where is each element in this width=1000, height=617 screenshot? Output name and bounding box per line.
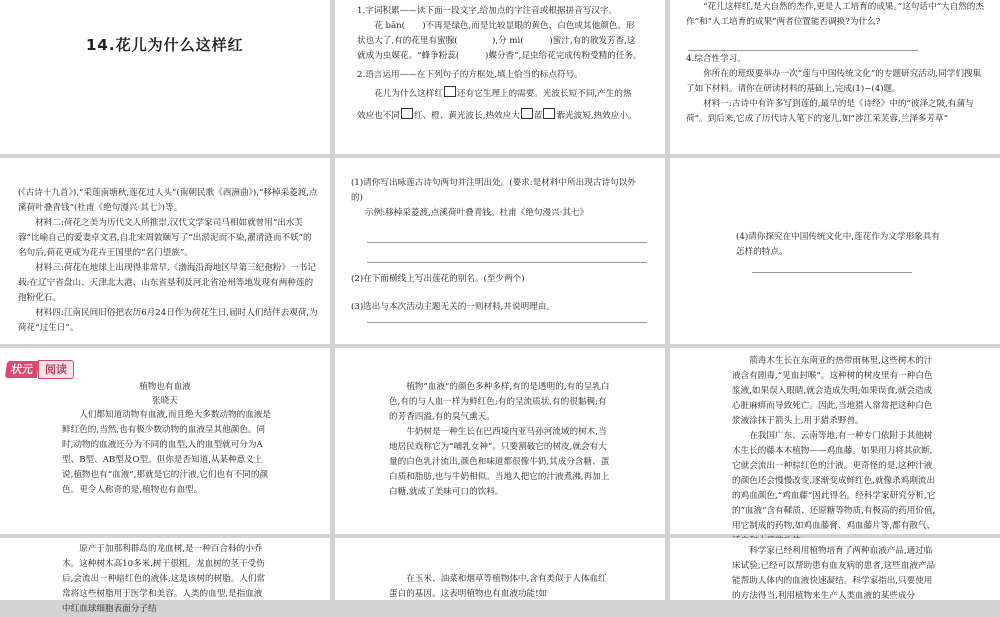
answer-line [752, 272, 912, 273]
reading-badge [6, 360, 74, 379]
punctuation-box[interactable] [401, 108, 413, 119]
question-1: 1.字词积累——读下面一段文字,给加点的字注音或根据拼音写汉字。 [357, 6, 618, 16]
article-paragraph: 在我国广东、云南等地,有一种专门依附于其他树木生长的藤本木植物——鸡血藤。如果用刀将其砍断,它就会流出一种棕红色的汁液。更奇怪的是,这种汁液的颜色还会慢慢改变,逐渐变成鲜红色,就像杀鸡刚流出的鸡血颜色,“鸡血藤”因此得名。经科学家研究分析,它的“血液”含有鞣质、还原糖等物质,有极高的药用价值,用它制成的药物,如鸡血藤膏、鸡血藤片等,都有散气、 [732, 431, 936, 531]
article-author: 张晓天 [152, 396, 178, 406]
slide-reading-2 [335, 348, 665, 534]
question-1-passage: 花 bān( )不再是绿色,而是比较显眼的黄色、白色或其他颜色。形状也大了,有的花里有蜜腺( ),分 mì( )蜜汁,有的散发芳香,这就成为虫媒花。“蜂争粉蕊( )蝶分香”,昆虫给花完成传粉受精的任务。 [357, 21, 642, 61]
sentence-part: 还有它生理上的需要。光波长短不同,产生的热 [456, 89, 632, 99]
sentence-part: 花儿为什么这样红 [374, 89, 443, 99]
subquestion-4: (4)请你探究在中国传统文化中,莲花作为文学形象具有怎样的特点。 [736, 232, 940, 257]
article-paragraph: 在玉米、油菜和烟草等植物体中,含有类似于人体血红蛋白的基因。这表明植物也有血液功能!如 [389, 574, 607, 599]
question-4: 4.综合性学习。 [686, 54, 746, 64]
article-paragraph: 原产于加那利群岛的龙血树,是一种百合科的小乔木。这种树木高10多米,树干很粗。龙血树的茎干受伤后,会流出一种暗红色的液体,这是该树的树脂。人们常常将这些树脂用于医学和美容。人类的血型,是指血液中红血球细胞表面分子结 [62, 544, 266, 614]
material-4: 材料四:江南民间旧俗把农历6月24日作为荷花生日,届时人们结伴去观荷,为荷花“过生日”。 [18, 308, 318, 333]
slide-subquestion-4 [670, 158, 1000, 344]
slide-subquestions [335, 158, 665, 344]
answer-line [367, 262, 647, 263]
material-1: 材料一:古诗中有许多写到莲的,最早的是《诗经》中的“彼泽之陂,有蒲与荷”。到后来,它成了历代诗人笔下的宠儿,如“涉江采芙蓉,兰泽多芳草” [686, 99, 974, 124]
material-2: 材料二:荷花之美为历代文人所推崇,汉代文学家司马相如就曾用“出水芙蓉”比喻自己的爱妻卓文君,自北宋周敦颐写了“出淤泥而不染,濯清涟而不妖”的名句后,荷花更成为花卉王国里的“名门望族”。 [18, 218, 312, 258]
lesson-title: 14.花儿为什么这样红 [86, 36, 244, 54]
slide-exercises-3-4 [670, 0, 1000, 154]
question-4-intro: 你所在的班级要举办一次“莲与中国传统文化”的专题研究活动,同学们搜集了如下材料。请你在研读材料的基础上,完成(1)~(4)题。 [686, 69, 982, 94]
subquestion-1: (1)请你写出咏莲古诗句两句并注明出处。(要求:是材料中所出现古诗句以外的) [351, 178, 636, 203]
badge-zhuangyuan: 状元 [5, 361, 39, 378]
article-title: 植物也有血液 [139, 382, 191, 392]
article-paragraph: 箭毒木生长在东南亚的热带雨林里,这些树木的汁液含有剧毒,“见血封喉”。这种树的树皮里有一种白色浆液,如果误入眼睛,就会造成失明;如果误食,就会造成心脏麻痹而导致死亡。因此,当地猎人常常把这种白色浆液涂抹于箭头上,用于猎杀野兽。 [732, 356, 933, 426]
slide-materials [0, 158, 330, 344]
answer-line [688, 50, 918, 51]
punctuation-box[interactable] [521, 108, 533, 119]
slide-reading-6 [670, 538, 1000, 600]
subquestion-1-example: 示例:移棹采菱渡,点溪荷叶叠青钱。杜甫《绝句漫兴·其七》 [365, 208, 589, 218]
answer-line [367, 322, 647, 323]
article-paragraph: 科学家已经利用植物培育了两种血液产品,通过临床试验,已经可以帮助患有血友病的患者,这些血液产品能帮助人体内的血液快速凝结。科学家指出,只要使用的方法得当,利用植物来生产人类血液的某些成分 [732, 546, 936, 601]
sentence-part: 蓝 [533, 111, 543, 121]
answer-line [367, 242, 647, 243]
slide-reading-1 [0, 348, 330, 534]
slide-reading-3 [670, 348, 1000, 534]
slide-reading-5 [335, 538, 665, 600]
slide-reading-4 [0, 538, 330, 614]
slide-exercises-1-2 [335, 0, 665, 154]
subquestion-2: (2)在下面横线上写出莲花的别名。(至少两个) [351, 274, 525, 284]
punctuation-box[interactable] [543, 108, 555, 119]
question-3-text: “花儿这样红,是大自然的杰作,更是人工培育的成果。”这句话中“大自然的杰作”和“人工培育的成果”两者位置能否调换?为什么? [686, 2, 984, 27]
sentence-part: 紫光波短,热效应小。 [556, 111, 637, 121]
punctuation-box[interactable] [444, 86, 456, 97]
question-2: 2.语言运用——在下列句子的方框处,填上恰当的标点符号。 [357, 70, 583, 80]
sentence-part: 效应也不同 [357, 111, 400, 121]
slide-title [0, 0, 330, 154]
article-paragraph: 植物“血液”的颜色多种多样,有的是透明的,有的呈乳白色,有的与人血一样为鲜红色;有的呈流质状,有的很黏稠;有的芳香四溢,有的臭气熏天。 [389, 382, 610, 422]
article-paragraph: 人们都知道动物有血液,而且绝大多数动物的血液是鲜红色的,当然,也有极少数动物的血液呈其他颜色。同时,动物的血液还分为不同的血型,人的血型就可分为A型、B型、AB型及O型。但你是否知道,从某种意义上说,植物也有“血液”,那就是它的汁液,它们也有不同的颜色。更令人称奇的是,植物也有血型。 [62, 410, 271, 495]
question-2-sentence-cont [357, 108, 643, 124]
question-2-sentence [357, 86, 643, 102]
sentence-part: 红、橙、黄光波长,热效应大 [413, 111, 520, 121]
article-paragraph: 牛奶树是一种生长在巴西境内亚马孙河流域的树木,当地居民戏称它为“哺乳女神”。只要割破它的树皮,就会有大量的白色乳汁流出,颜色和味道都很像牛奶,其成分含糖、蛋白质和脂肪,也与牛奶相似。当地人把它的汁液煮沸,再加上白糖,就成了美味可口的饮料。 [389, 427, 610, 497]
badge-reading: 阅读 [38, 360, 74, 379]
material-1-cont: (《古诗十九首》),“采莲南塘秋,莲花过人头”(南朝民歌《西洲曲》),“移棹采菱渡,点溪荷叶叠青钱”(杜甫《绝句漫兴·其七》)等。 [18, 188, 318, 213]
subquestion-3: (3)选出与本次活动主题无关的一则材料,并说明理由。 [351, 302, 555, 312]
material-3: 材料三:荷花在地球上出现得非常早,《渤海沿海地区早第三纪孢粉》一书记载:在辽宁省盘山、天津北大港、山东省垦利及河北省沧州等地发现有两种莲的孢粉化石。 [18, 263, 316, 303]
